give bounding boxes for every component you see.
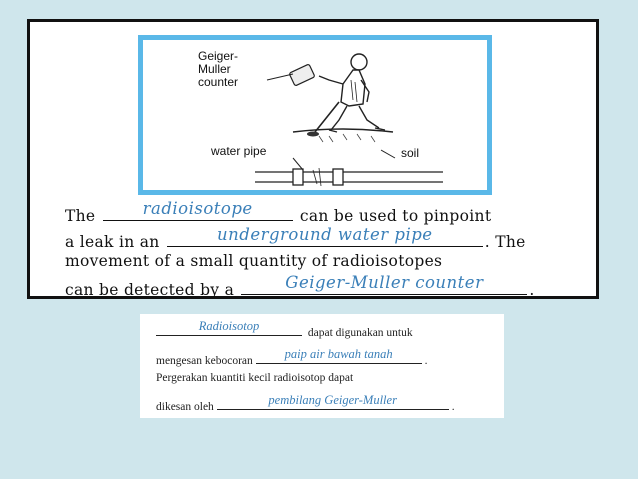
malay-answer-radioisotop: Radioisotop xyxy=(198,319,260,333)
malay-answer-pembilang: pembilang Geiger-Muller xyxy=(268,393,397,407)
figure-label-pipe: water pipe xyxy=(211,144,267,158)
soil-hatching xyxy=(319,134,375,142)
english-question-card xyxy=(27,19,599,299)
answer-underground-water-pipe: underground water pipe xyxy=(217,225,433,244)
malay-text-line4-start: dikesan oleh xyxy=(156,401,214,413)
answer-radioisotope: radioisotope xyxy=(142,199,253,218)
malay-text-line1-end: dapat digunakan untuk xyxy=(307,327,413,339)
malay-line-4 xyxy=(156,393,455,413)
figure-label-soil: soil xyxy=(401,146,420,160)
malay-answer-blank-3 xyxy=(217,393,449,410)
malay-answer-blank-2 xyxy=(256,347,422,364)
malay-line-2 xyxy=(156,347,428,367)
malay-line-1 xyxy=(156,319,413,339)
english-line-3: movement of a small quantity of radioisotopes xyxy=(65,252,443,270)
answer-blank-3 xyxy=(241,273,527,295)
answer-blank-1 xyxy=(103,199,293,221)
answer-blank-2 xyxy=(167,225,483,247)
text-line2-end: . The xyxy=(484,233,526,251)
answer-geiger-muller-counter: Geiger-Muller counter xyxy=(285,273,484,292)
pipe-pointer xyxy=(293,158,303,170)
malay-text-line4-end: . xyxy=(451,401,455,413)
english-line-4 xyxy=(65,273,535,299)
english-line-1 xyxy=(65,199,492,225)
text-the: The xyxy=(65,207,96,225)
probe-head xyxy=(307,132,319,137)
english-line-2 xyxy=(65,225,526,251)
soil-surface-line xyxy=(293,129,393,132)
malay-line-3: Pergerakan kuantiti kecil radioisotop dapat xyxy=(156,372,354,384)
malay-text-line2-end: . xyxy=(424,355,428,367)
soil-pointer xyxy=(381,150,395,158)
text-line1-end: can be used to pinpoint xyxy=(299,207,492,225)
figure-frame xyxy=(138,35,492,195)
probe-rod xyxy=(315,102,339,132)
text-line4-end: . xyxy=(529,281,535,299)
malay-question-card xyxy=(140,314,504,418)
person-figure xyxy=(319,54,385,132)
figure-label-counter: Geiger- Muller counter xyxy=(198,49,239,89)
geiger-counter-illustration xyxy=(143,40,487,190)
malay-text-line2-start: mengesan kebocoran xyxy=(156,355,253,367)
text-line2-start: a leak in an xyxy=(65,233,160,251)
counter-device-icon xyxy=(289,64,315,86)
counter-pointer xyxy=(267,74,293,80)
text-line4-start: can be detected by a xyxy=(65,281,235,299)
malay-answer-paip-air: paip air bawah tanah xyxy=(284,347,393,361)
malay-answer-blank-1 xyxy=(156,319,302,336)
water-pipe-icon xyxy=(255,168,443,186)
